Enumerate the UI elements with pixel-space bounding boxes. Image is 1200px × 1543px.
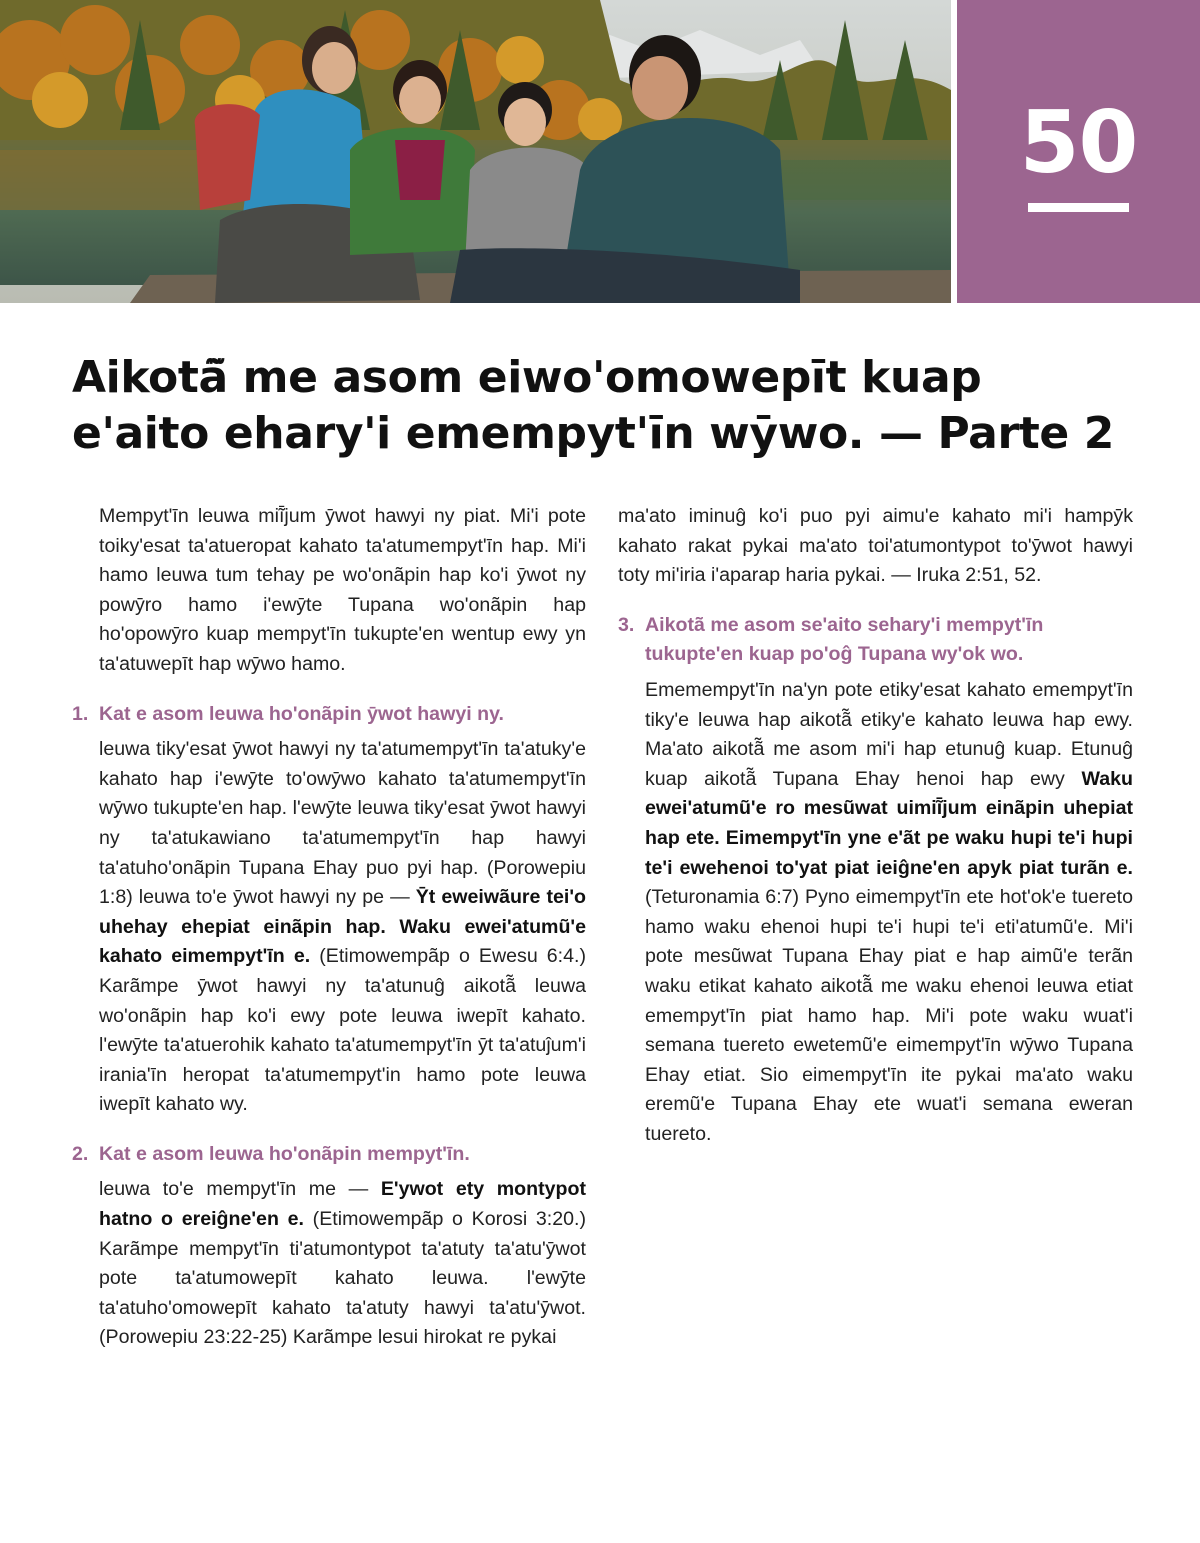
section-number-3: 3.	[618, 613, 635, 636]
section-3-text: Ememempyt'īn na'yn pote etiky'esat kahato emempyt'īn tiky'e leuwa hap aikotã̃ etiky'e kahato leuwa hap ewy. Ma'ato aikotã̃ me asom mi'i hap etunuĝ kuap. Etunuĝ kuap aikotã̃ Tupana Ehay henoi hap ewy	[645, 678, 1133, 790]
section-3-text-continued: (Teturonamia 6:7) Pyno eimempyt'īn ete hot'ok'e tuereto hamo waku ehenoi hupi te'i hupi te'i eti'atumũ'e. Mi'i pote mesũwat Tupana Ehay piat e hap aimũ'e terãn waku etikat kahato aikotã̃ me waku ehenoi leuwa etiat emempyt'īn piat hamo hap. Mi'i pote waku wuat'i semana tuereto ewetemũ'e eimempyt'īn wȳwo Tupana Ehay etiat. Sio eimempyt'īn ite pykai ma'ato waku eremũ'e Tupana Ehay ete wuat'i semana eweran tuereto.	[645, 886, 1133, 1145]
intro-paragraph: Mempyt'īn leuwa miĩ̄jum ȳwot hawyi ny piat. Mi'i pote toiky'esat ta'atueropat kahato ta'atumempyt'īn hap. Mi'i hamo leuwa tum tehay pe wo'onãpin hap ko'i ȳwot ny powȳro hamo i'ewȳte Tupana wo'onãpin hap ho'opowȳro kuap mempyt'īn tukupte'en wentup ewy yn ta'atuwepīt hap wȳwo hamo.	[99, 505, 586, 675]
section-heading-2	[72, 1140, 586, 1170]
section-1-text: leuwa tiky'esat ȳwot hawyi ny ta'atumempyt'īn ta'atuky'e kahato hap i'ewȳte to'owȳwo kahato ta'atumempyt'īn wȳwo tukupte'en hap. l'ewȳte leuwa tiky'esat ȳwot hawyi ny ta'atukawiano ta'atumempyt'īn hap hawyi ta'atuho'onãpin Tupana Ehay puo pyi hap. (Porowepiu 1:8) leuwa to'e ȳwot hawyi ny pe —	[99, 738, 586, 909]
page-title-line-2: e'aito ehary'i emempyt'īn wȳwo. — Parte 2	[72, 408, 1114, 459]
section-title-2: Kat e asom leuwa ho'onãpin mempyt'īn.	[99, 1142, 470, 1165]
header-photo	[0, 0, 951, 303]
section-2-paragraph-continued: ma'ato iminuĝ ko'i puo pyi aimu'e kahato mi'i hampȳk kahato rakat pykai ma'ato toi'atumontypot to'ȳwot hawyi toty mi'iria i'aparap haria pykai. — Iruka 2:51, 52.	[618, 505, 1133, 587]
family-photo-illustration	[0, 0, 951, 303]
section-2-text: leuwa to'e mempyt'īn me —	[99, 1178, 369, 1201]
section-2-paragraph	[72, 1175, 586, 1353]
section-title-3: Aikotã̃ me asom se'aito sehary'i mempyt'īn tukupte'en kuap po'oĝ Tupana wy'ok wo.	[645, 613, 1044, 666]
section-number-1: 1.	[72, 702, 89, 725]
section-3-quote: Waku ewei'atumũ'e ro mesũwat uimiĩ̄jum einãpin uhepiat hap ete. Eimempyt'īn yne e'ãt pe waku hupi te'i hupi te'i ewehenoi to'yat piat ieiĝne'en apyk piat turãn e.	[645, 767, 1133, 879]
section-2-text-continued: (Etimowempãp o Korosi 3:20.) Karãmpe mempyt'īn ti'atumontypot ta'atuty ta'atu'ȳwot pote ta'atumowepīt kahato leuwa. l'ewȳte ta'atuho'omowepīt kahato ta'atuty hawyi ta'atu'ȳwot. (Porowepiu 23:22-25) Karãmpe lesui hirokat re pykai	[99, 1208, 586, 1349]
section-heading-3	[618, 611, 1133, 670]
page-title-line-1: Aikotã̃ me asom eiwo'omowepīt kuap	[72, 352, 982, 403]
lesson-badge	[957, 0, 1200, 303]
section-1-quote: Ȳt eweiwãure tei'o uhehay ehepiat einãpin hap. Waku ewei'atumũ'e kahato eimempyt'īn e.	[99, 886, 586, 968]
section-1-text-continued: (Etimowempãp o Ewesu 6:4.) Karãmpe ȳwot hawyi ny ta'atunuĝ aikotã̃ leuwa wo'onãpin hap ko'i ewy pote leuwa iwepīt kahato. l'ewȳte ta'atuerohik kahato ta'atumempyt'īn ȳt ta'atuĵum'i irania'īn heropat ta'atumempyt'in hamo pote leuwa iwepīt kahato wy.	[99, 945, 586, 1116]
section-2-quote: E'ywot ety montypot hatno o ereiĝne'en e.	[99, 1178, 586, 1231]
lesson-number: 50	[1019, 93, 1138, 193]
section-number-2: 2.	[72, 1142, 89, 1165]
section-3-paragraph	[618, 676, 1133, 1150]
right-column	[618, 502, 1133, 1149]
lesson-number-underline	[1028, 203, 1129, 212]
page-title	[72, 350, 1152, 462]
left-column	[72, 502, 586, 1353]
section-heading-1	[72, 700, 586, 730]
section-1-paragraph	[72, 735, 586, 1120]
section-title-1: Kat e asom leuwa ho'onãpin ȳwot hawyi ny.	[99, 702, 504, 725]
